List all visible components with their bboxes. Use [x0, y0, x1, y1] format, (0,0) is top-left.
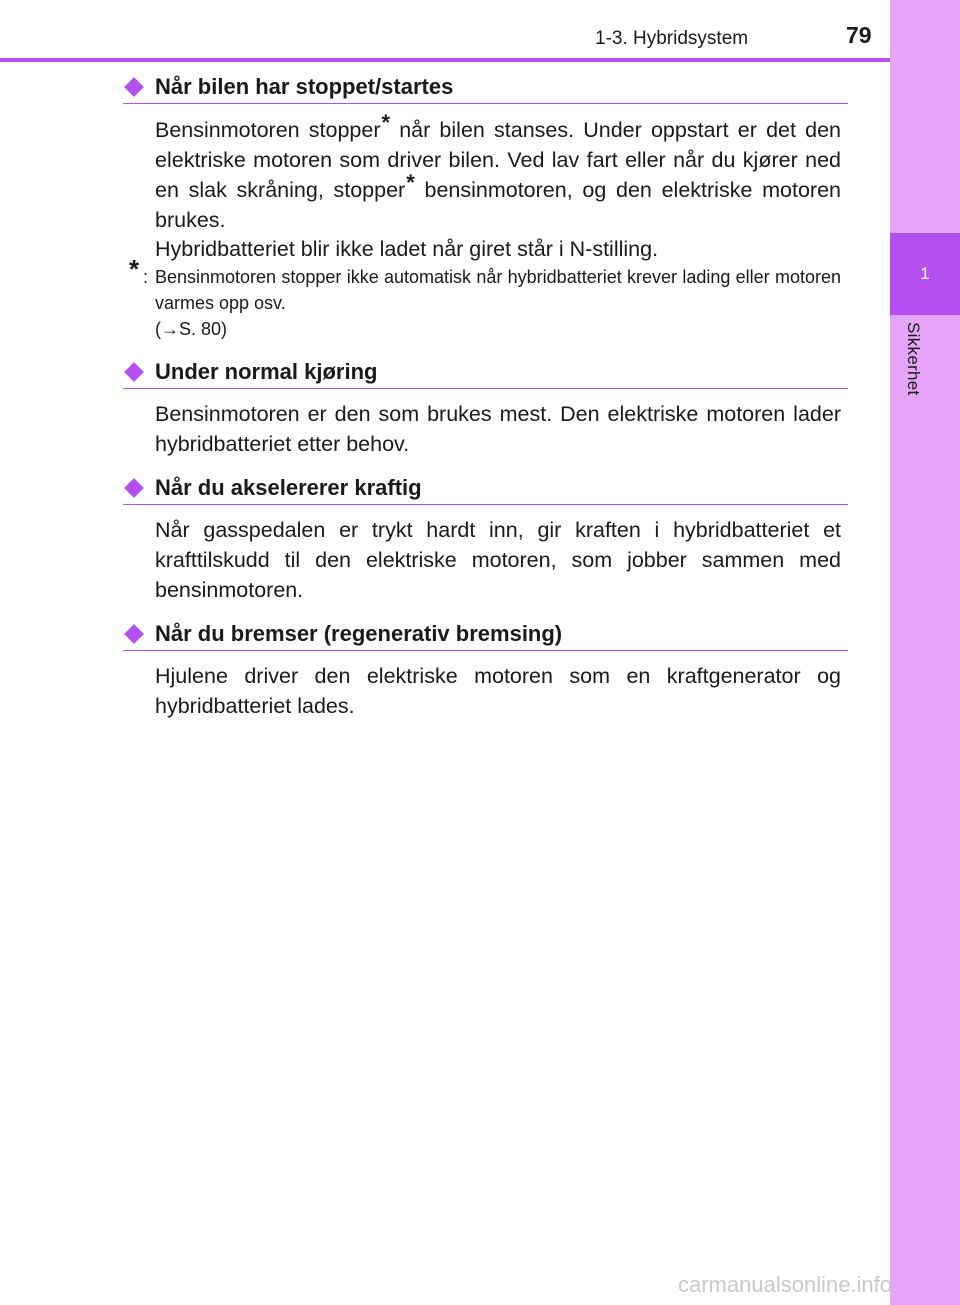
footnote-asterisk: * [381, 110, 391, 135]
text-run: Bensinmotoren stopper [155, 118, 381, 142]
section-heading-braking [123, 617, 848, 651]
section-heading-normal-driving [123, 355, 848, 389]
body-paragraph [155, 110, 841, 235]
side-tab [890, 0, 960, 1305]
section-heading-text: Når du bremser (regenerativ bremsing) [155, 621, 563, 646]
section-heading-text: Under normal kjøring [155, 359, 378, 384]
page-number: 79 [846, 22, 872, 48]
section-heading-text: Når bilen har stoppet/startes [155, 74, 454, 99]
footnote-page-ref: (→S. 80) [155, 319, 228, 339]
heading-rule [123, 103, 848, 104]
heading-rule [123, 650, 848, 651]
footnote-asterisk-mark: * [129, 254, 140, 284]
header-section-title: 1-3. Hybridsystem [595, 28, 749, 49]
text-run: bensinmotoren, og den elektriske motoren brukes. [155, 178, 841, 232]
chapter-number: 1 [890, 233, 960, 315]
text-run: når bilen stanses. Under oppstart er det den elektriske motoren som driver bilen. Ved lav fart eller når du kjører ned en slak skråning, stopper [155, 118, 841, 202]
section-heading-acceleration [123, 471, 848, 505]
heading-rule [123, 504, 848, 505]
diamond-bullet-icon [124, 77, 144, 97]
diamond-bullet-icon [124, 478, 144, 498]
body-paragraph: Hjulene driver den elektriske motoren som en kraftgenerator og hybridbatteriet lades. [155, 664, 841, 718]
watermark: carmanualsonline.info [678, 1272, 893, 1297]
body-paragraph: Når gasspedalen er trykt hardt inn, gir kraften i hybridbatteriet et krafttilskudd til den elektriske motoren, som jobber sammen med bensinmotoren. [155, 518, 841, 602]
section-heading-stop-start [123, 70, 848, 104]
body-paragraph: Hybridbatteriet blir ikke ladet når giret står i N-stilling. [155, 237, 659, 261]
body-paragraph: Bensinmotoren er den som brukes mest. Den elektriske motoren lader hybridbatteriet etter behov. [155, 402, 841, 456]
footnote-colon: : [143, 267, 149, 287]
header-rule [0, 58, 890, 62]
heading-rule [123, 388, 848, 389]
footnote-text: Bensinmotoren stopper ikke automatisk når hybridbatteriet krever lading eller motoren varmes opp osv. [155, 267, 841, 313]
diamond-bullet-icon [124, 362, 144, 382]
chapter-title: Sikkerhet [904, 322, 923, 396]
section-heading-text: Når du akselererer kraftig [155, 475, 422, 500]
diamond-bullet-icon [124, 624, 144, 644]
footnote-asterisk: * [406, 170, 415, 195]
